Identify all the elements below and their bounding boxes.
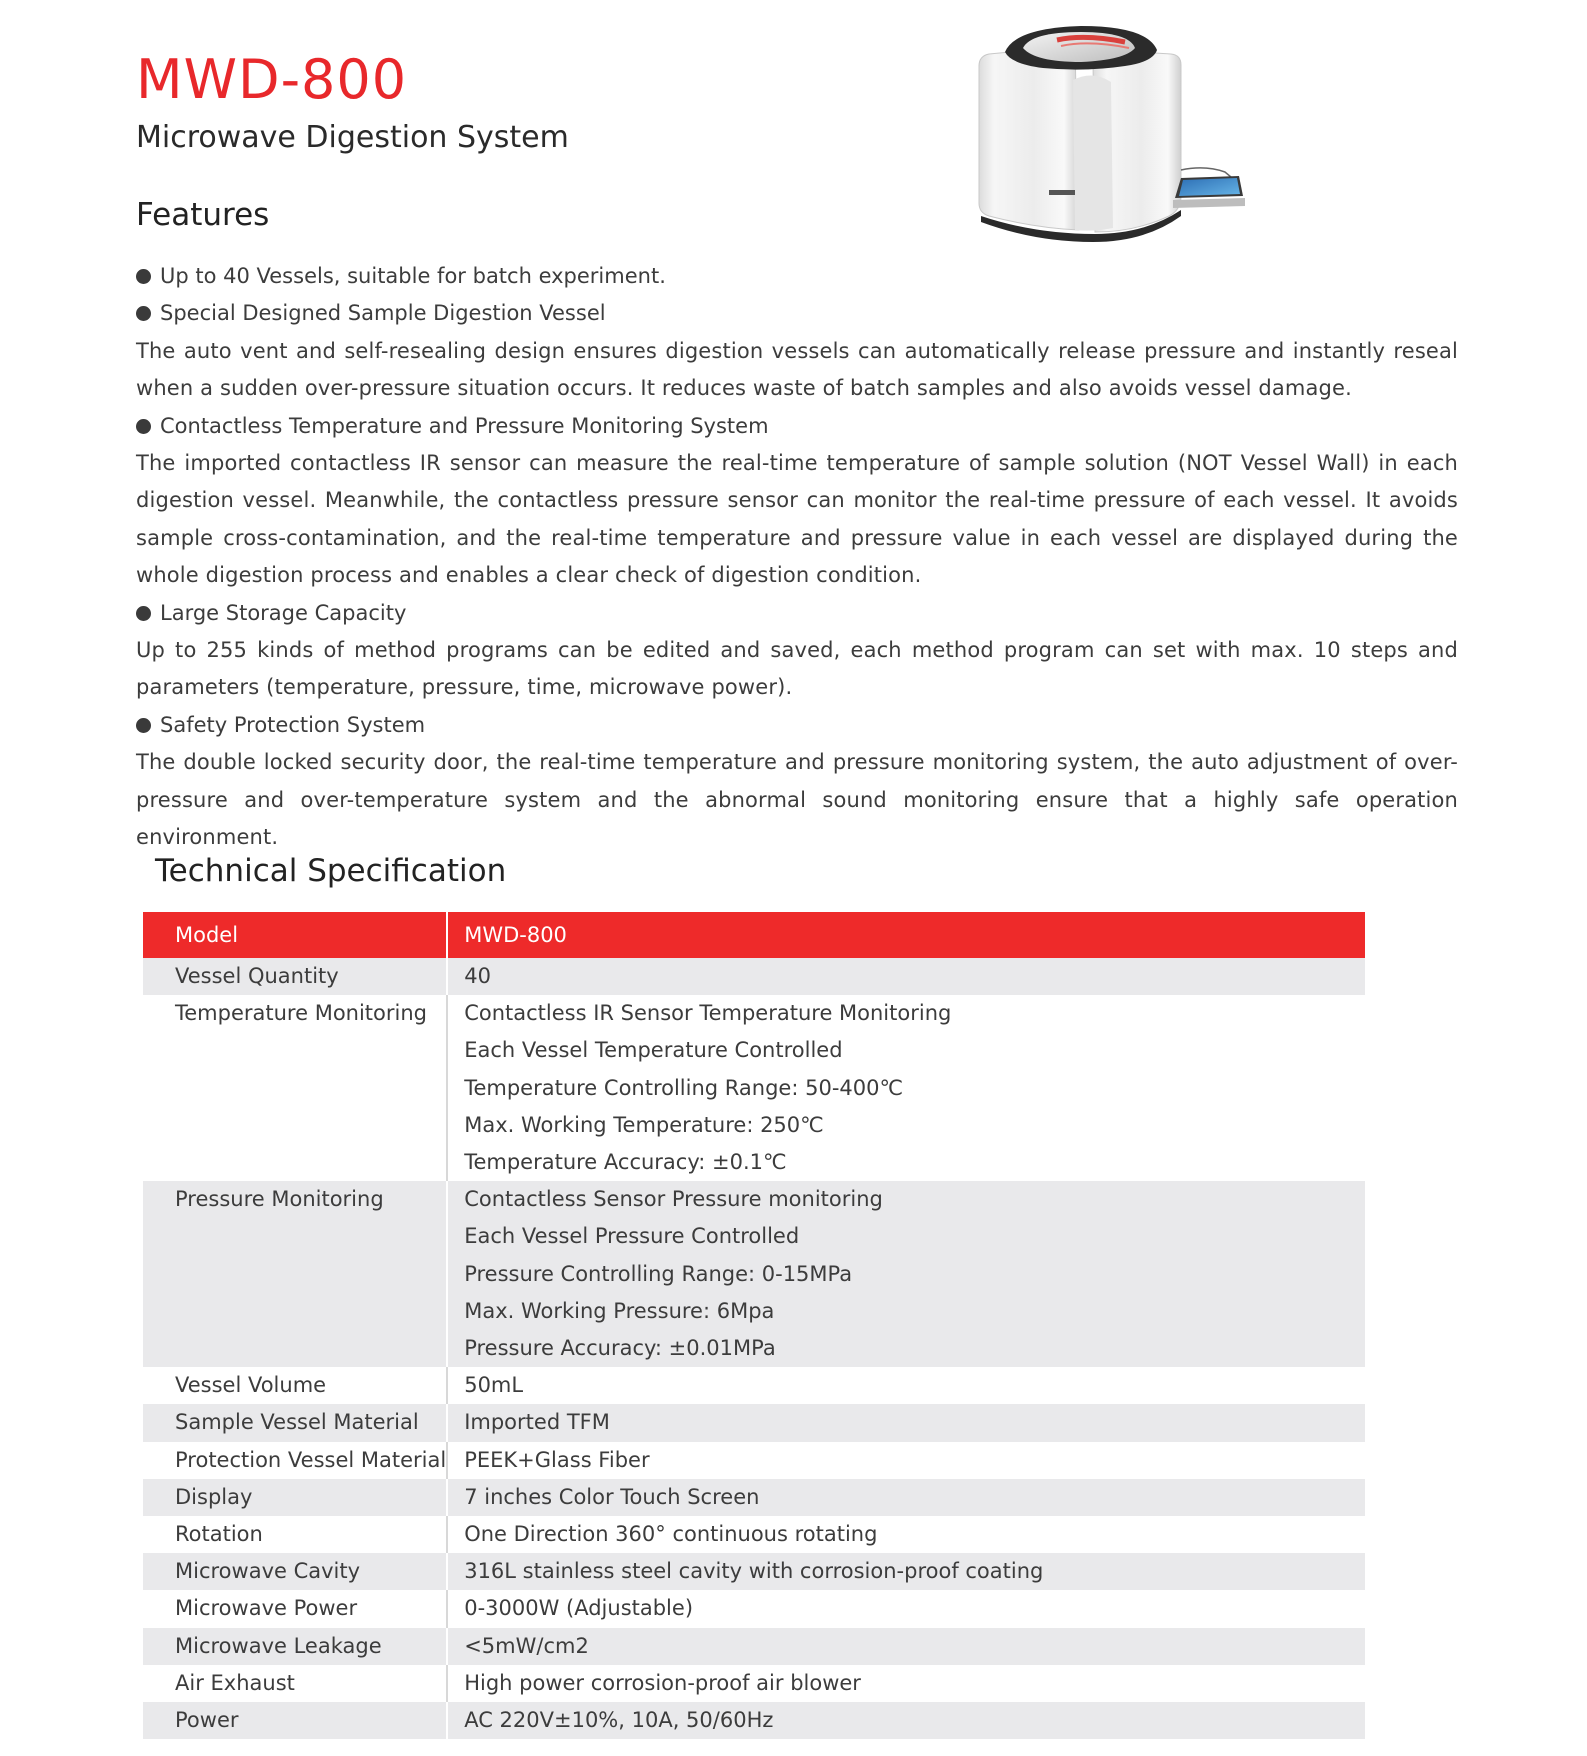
spec-value [447, 958, 1365, 995]
feature-title: Up to 40 Vessels, suitable for batch experiment. [160, 264, 666, 288]
spec-value: One Direction 360° continuous rotating [447, 1516, 1365, 1553]
feature-description: The auto vent and self-resealing design ensures digestion vessels can automatically release pressure and instantly reseal when a sudden over-pressure situation occurs. It reduces waste of batch samples and also avoids vessel damage. [136, 338, 1458, 401]
feature-title: Special Designed Sample Digestion Vessel [160, 301, 606, 326]
spec-row [143, 1553, 1365, 1590]
features-heading: Features [136, 197, 270, 233]
spec-value: AC 220V±10%, 10A, 50/60Hz [447, 1702, 1365, 1739]
spec-value-line: 40 [464, 964, 491, 988]
spec-value [447, 995, 1365, 1181]
feature-description: Up to 255 kinds of method programs can be edited and saved, each method program can set with max. 10 steps and parameters (temperature, pressure, time, microwave power). [136, 638, 1458, 700]
spec-row [143, 1442, 1365, 1479]
spec-row [143, 1181, 1365, 1367]
product-image [975, 20, 1285, 245]
spec-value-line: Each Vessel Pressure Controlled [464, 1224, 800, 1249]
bullet-icon [136, 718, 151, 733]
spec-key: Protection Vessel Material [143, 1442, 447, 1479]
spec-row [143, 1367, 1365, 1404]
spec-key: Microwave Power [143, 1590, 447, 1627]
spec-header-row [143, 912, 1365, 958]
spec-key: Pressure Monitoring [143, 1181, 447, 1367]
spec-row [143, 1404, 1365, 1441]
spec-value-line: Pressure Accuracy: ±0.01MPa [464, 1336, 776, 1361]
spec-key: Power [143, 1702, 447, 1739]
spec-value: <5mW/cm2 [447, 1628, 1365, 1665]
spec-row [143, 1479, 1365, 1516]
features-list [136, 258, 1458, 857]
bullet-icon [136, 419, 151, 434]
spec-key: Vessel Volume [143, 1367, 447, 1404]
spec-row [143, 1590, 1365, 1627]
spec-value: 50mL [447, 1367, 1365, 1404]
product-subtitle: Microwave Digestion System [136, 120, 569, 155]
spec-row [143, 995, 1365, 1181]
spec-value-line: Contactless IR Sensor Temperature Monitoring [464, 1001, 952, 1026]
spec-row [143, 1516, 1365, 1553]
spec-key: Vessel Quantity [143, 958, 447, 995]
spec-value: 0-3000W (Adjustable) [447, 1590, 1365, 1627]
feature-title: Large Storage Capacity [160, 600, 407, 625]
feature-item-vessels [136, 258, 1458, 295]
spec-value: Imported TFM [447, 1404, 1365, 1441]
feature-title: Safety Protection System [160, 712, 426, 737]
spec-heading: Technical Specification [155, 853, 507, 889]
spec-value-line: Pressure Controlling Range: 0-15MPa [464, 1261, 853, 1286]
spec-header-key: Model [143, 912, 447, 958]
spec-row [143, 1628, 1365, 1665]
bullet-icon [136, 606, 151, 621]
feature-description: The double locked security door, the real-time temperature and pressure monitoring system, the auto adjustment of over-pressure and over-temperature system and the abnormal sound monitoring ensure that a highly safe operation environment. [136, 750, 1458, 850]
bullet-icon [136, 306, 151, 321]
spec-value-line: Contactless Sensor Pressure monitoring [464, 1187, 883, 1212]
feature-title: Contactless Temperature and Pressure Monitoring System [160, 413, 769, 438]
spec-value: 7 inches Color Touch Screen [447, 1479, 1365, 1516]
spec-row [143, 1702, 1365, 1739]
spec-value-line: Each Vessel Temperature Controlled [464, 1038, 843, 1063]
spec-value-line: Max. Working Temperature: 250℃ [464, 1112, 824, 1137]
feature-description: The imported contactless IR sensor can measure the real-time temperature of sample solution (NOT Vessel Wall) in each digestion vessel. Meanwhile, the contactless pressure sensor can monitor the real-time pressure of each vessel. It avoids sample cross-contamination, and the real-time temperature and pressure value in each vessel are displayed during the whole digestion process and enables a clear check of digestion condition. [136, 451, 1458, 588]
spec-key: Microwave Cavity [143, 1553, 447, 1590]
product-model-title: MWD-800 [136, 48, 408, 111]
spec-key: Temperature Monitoring [143, 995, 447, 1181]
spec-key: Microwave Leakage [143, 1628, 447, 1665]
spec-header-value: MWD-800 [447, 912, 1365, 958]
spec-key: Air Exhaust [143, 1665, 447, 1702]
spec-value: 316L stainless steel cavity with corrosion-proof coating [447, 1553, 1365, 1590]
spec-value-line: Temperature Accuracy: ±0.1℃ [464, 1150, 787, 1175]
feature-item-storage [136, 595, 1458, 632]
spec-value-line: Max. Working Pressure: 6Mpa [464, 1298, 775, 1323]
spec-row [143, 958, 1365, 995]
spec-value [447, 1181, 1365, 1367]
feature-item-safety [136, 707, 1458, 744]
spec-row [143, 1665, 1365, 1702]
spec-key: Display [143, 1479, 447, 1516]
spec-value: PEEK+Glass Fiber [447, 1442, 1365, 1479]
spec-value-line: Temperature Controlling Range: 50-400℃ [464, 1075, 904, 1100]
feature-item-monitoring [136, 408, 1458, 445]
spec-key: Rotation [143, 1516, 447, 1553]
spec-key: Sample Vessel Material [143, 1404, 447, 1441]
spec-table [143, 912, 1365, 1739]
spec-value: High power corrosion-proof air blower [447, 1665, 1365, 1702]
feature-item-digestion-vessel [136, 295, 1458, 332]
bullet-icon [136, 269, 151, 284]
